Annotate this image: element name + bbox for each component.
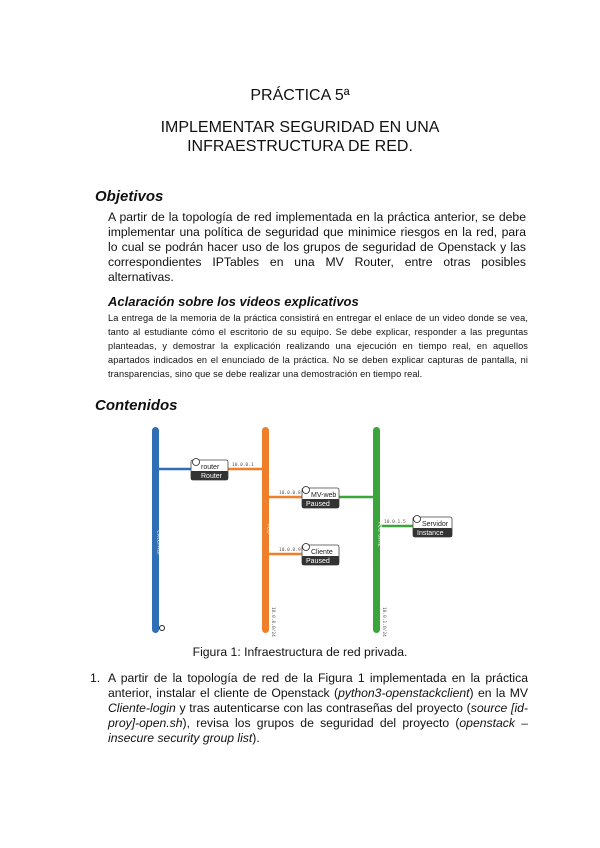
objetivos-paragraph: A partir de la topología de red implementada en la práctica anterior, se debe implementar una política de seguridad que minimice riesgos en la red, para lo cual se podrán hacer uso de los grupos de seguridad de Openstack y las correspondientes IPTables en una MV Router, entre otras posibles alternativas.: [108, 210, 526, 284]
list-item-segment: ).: [252, 731, 260, 745]
vm-router-state: Router: [201, 473, 223, 480]
vm-servidor-state: Instance: [417, 530, 444, 537]
network-footer-red: 10.0.0.0/24: [270, 607, 275, 637]
vm-mv-web-name: MV-web: [311, 492, 337, 499]
page-subtitle-line-2: INFRAESTRUCTURA DE RED.: [187, 138, 413, 155]
vm-cliente-ip: 10.0.0.9: [279, 548, 301, 553]
list-item-italic-segment: source [id-proy]-open.sh: [108, 701, 528, 730]
list-item-segment: y tras autenticarse con las contraseñas del proyecto (: [175, 701, 471, 715]
figure-caption: Figura 1: Infraestructura de red privada.: [192, 645, 408, 659]
vm-servidor-icon: [414, 516, 421, 523]
videos-heading: Aclaración sobre los videos explicativos: [108, 294, 359, 309]
list-item-segment: A partir de la topología de red de la Figura 1 implementada en la práctica anterior, instalar el cliente de Openstack (: [108, 671, 528, 700]
vm-router-name: router: [201, 464, 220, 471]
vm-mv-web-ip: 10.0.0.8: [279, 491, 301, 496]
list-item-italic-segment: python3-openstackclient: [338, 686, 470, 700]
vm-cliente-name: Cliente: [311, 549, 333, 556]
network-label-external: external: [155, 530, 163, 555]
vm-cliente-icon: [303, 544, 310, 551]
network-footer-red-dmz: 10.0.1.0/24: [381, 607, 386, 637]
page-subtitle-line-1: IMPLEMENTAR SEGURIDAD EN UNA: [160, 119, 440, 136]
vm-servidor-ip: 10.0.1.5: [384, 520, 406, 525]
vm-mv-web-state: Paused: [306, 501, 330, 508]
vm-router-icon: [193, 459, 200, 466]
list-item-segment: ) en la MV: [469, 686, 528, 700]
vm-cliente-state: Paused: [306, 558, 330, 565]
vm-router-ip: 10.0.0.1: [232, 463, 254, 468]
list-item-italic-segment: Cliente-login: [108, 701, 176, 715]
list-item-italic-segment: openstack –insecure security group list: [108, 716, 528, 745]
list-item-text: [108, 671, 528, 746]
external-endpoint-icon: [160, 626, 165, 631]
list-item-segment: ), revisa los grupos de seguridad del proyecto (: [182, 716, 460, 730]
network-label-red-dmz: red-dmz: [376, 522, 384, 547]
objetivos-heading: Objetivos: [95, 188, 164, 205]
page-title: PRÁCTICA 5ª: [250, 87, 350, 104]
vm-servidor-name: Servidor: [422, 521, 449, 528]
videos-paragraph: La entrega de la memoria de la práctica consistirá en entregar el enlace de un video donde se vea, tanto al estudiante cómo el escritorio de su equipo. Se debe explicar, responder a las preguntas planteadas, y demostrar la explicación realizando una ejecución en tiempo real, en aquellos apartados indicados en el enunciado de la práctica. No se deben explicar capturas de pantalla, ni transparencias, sino que se debe realizar una demostración en tiempo real.: [108, 313, 528, 379]
vm-mv-web-icon: [303, 487, 310, 494]
list-item-number: 1.: [90, 671, 101, 685]
contenidos-heading: Contenidos: [95, 397, 178, 414]
network-label-red: red: [265, 524, 273, 534]
